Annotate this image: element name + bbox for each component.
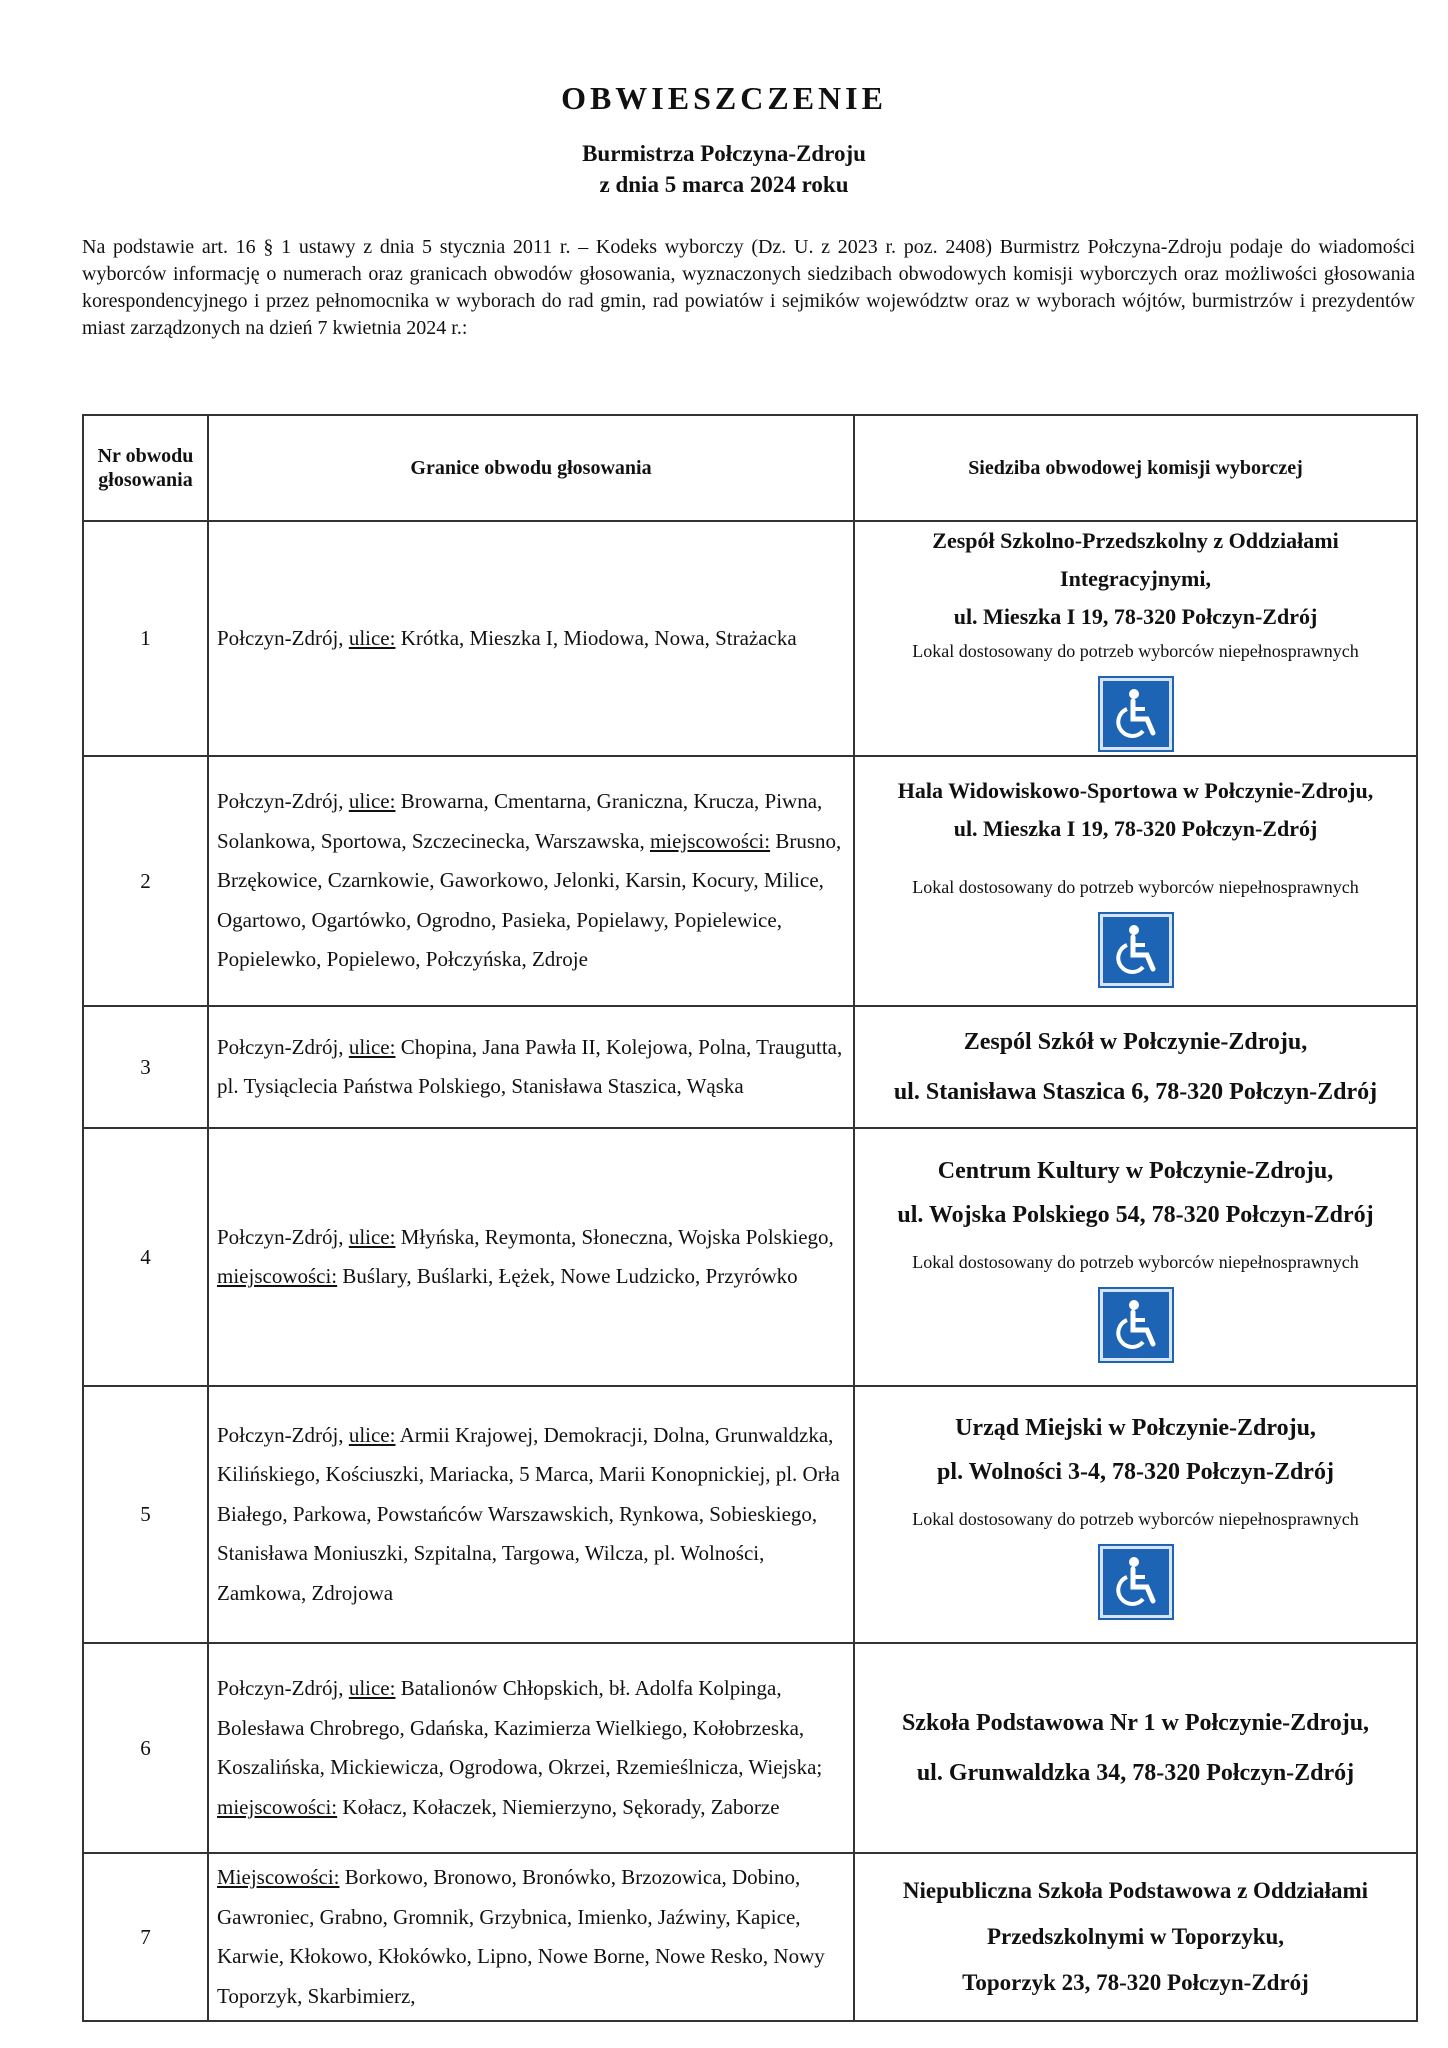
seat-name: Centrum Kultury w Połczynie-Zdroju, [937,1157,1334,1184]
seat-address: ul. Wojska Polskiego 54, 78-320 Połczyn-Zdrój [897,1201,1374,1228]
seat-name: Zespól Szkół w Połczynie-Zdroju, [963,1029,1308,1055]
seat-name: Zespół Szkolno-Przedszkolny z Oddziałami Integracyjnymi, [932,528,1339,591]
streets-label: ulice: [348,1676,396,1700]
table-row [83,1128,1417,1386]
villages-list: Brusno, Brzękowice, Czarnkowie, Gaworkowo, Jelonki, Karsin, Kocury, Milice, Ogartowo, Ogartówko, Ogrodno, Pasieka, Popielawy, Popielewice, Popielewko, Popielewo, Połczyńska, Zdroje [217,828,842,972]
header-nr-line1: Nr obwodu [97,445,194,467]
seat-address: ul. Stanisława Staszica 6, 78-320 Połczyn-Zdrój [893,1079,1378,1105]
wheelchair-accessibility-icon [1100,914,1172,986]
accessibility-note: Lokal dostosowany do potrzeb wyborców niepełnosprawnych [912,641,1359,661]
villages-list: Buślary, Buślarki, Łężek, Nowe Ludzicko, Przyrówko [342,1264,798,1288]
table-row [83,1386,1417,1643]
seat-name: Urząd Miejski w Połczynie-Zdroju, [955,1415,1316,1441]
city-label: Połczyn-Zdrój, [217,789,344,814]
table-row [83,1643,1417,1853]
city-label: Połczyn-Zdrój, [217,625,344,650]
district-number: 4 [83,1128,208,1386]
district-bounds [208,1386,854,1643]
seat-name: Hala Widowiskowo-Sportowa w Połczynie-Zdroju, [897,777,1374,803]
villages-list: Kołacz, Kołaczek, Niemierzyno, Sękorady, Zaborze [342,1794,780,1819]
district-bounds [208,1643,854,1853]
commission-seat [854,1128,1417,1386]
streets-list: Browarna, Cmentarna, Graniczna, Krucza, Piwna, Solankowa, Sportowa, Szczecinecka, Warszawska, [217,789,823,853]
district-number: 2 [83,756,208,1006]
district-number: 1 [83,521,208,756]
table-header-row [83,415,1417,521]
header-nr-line2: głosowania [98,469,193,491]
commission-seat [854,1853,1417,2021]
district-number: 7 [83,1853,208,2021]
streets-label: ulice: [348,1422,396,1447]
header-district-bounds: Granice obwodu głosowania [208,415,854,521]
city-label: Połczyn-Zdrój, [217,1034,344,1059]
streets-label: ulice: [348,1224,396,1249]
table-row [83,1006,1417,1128]
district-number: 5 [83,1386,208,1643]
document-title: OBWIESZCZENIE [561,80,887,116]
commission-seat [854,1386,1417,1643]
streets-list: Krótka, Mieszka I, Miodowa, Nowa, Strażacka [400,625,797,650]
wheelchair-accessibility-icon [1100,1546,1172,1618]
commission-seat [854,756,1417,1006]
issuer-line: Burmistrza Połczyna-Zdroju [582,141,866,166]
commission-seat [854,1006,1417,1128]
table-row [83,1853,1417,2021]
commission-seat [854,1643,1417,1853]
streets-label: ulice: [348,1034,396,1059]
header-commission-seat: Siedziba obwodowej komisji wyborczej [854,415,1417,521]
district-number: 6 [83,1643,208,1853]
district-number: 3 [83,1006,208,1128]
villages-label: Miejscowości: [217,1865,340,1889]
wheelchair-accessibility-icon [1100,678,1172,750]
villages-list: Borkowo, Bronowo, Bronówko, Brzozowica, Dobino, Gawroniec, Grabno, Gromnik, Grzybnica, Imienko, Jaźwiny, Kapice, Karwie, Kłokowo, Kłokówko, Lipno, Nowe Borne, Nowe Resko, Nowy Toporzyk, Skarbimierz, [217,1865,825,2008]
table-row [83,756,1417,1006]
city-label: Połczyn-Zdrój, [217,1422,344,1447]
district-bounds [208,1128,854,1386]
district-bounds [208,521,854,756]
district-bounds [208,756,854,1006]
city-label: Połczyn-Zdrój, [217,1676,344,1700]
city-label: Połczyn-Zdrój, [217,1224,344,1249]
villages-label: miejscowości: [649,828,771,853]
streets-list: Armii Krajowej, Demokracji, Dolna, Grunwaldzka, Kilińskiego, Kościuszki, Mariacka, 5 Marca, Marii Konopnickiej, pl. Orła Białego, Parkowa, Powstańców Warszawskich, Rynkowa, Sobieskiego, Stanisława Moniuszki, Szpitalna, Targowa, Wilcza, pl. Wolności, Zamkowa, Zdrojowa [217,1422,840,1605]
seat-name-line2: Przedszkolnymi w Toporzyku, [986,1924,1285,1949]
commission-seat [854,521,1417,756]
voting-districts-table [82,414,1418,2022]
villages-label: miejscowości: [217,1794,338,1819]
seat-address: ul. Grunwaldzka 34, 78-320 Połczyn-Zdrój [916,1760,1355,1786]
accessibility-note: Lokal dostosowany do potrzeb wyborców niepełnosprawnych [912,1509,1359,1529]
date-line: z dnia 5 marca 2024 roku [599,172,849,197]
wheelchair-accessibility-icon [1100,1289,1172,1361]
streets-label: ulice: [348,625,396,650]
streets-list: Chopina, Jana Pawła II, Kolejowa, Polna, Traugutta, pl. Tysiąclecia Państwa Polskiego, Stanisława Staszica, Wąska [217,1034,843,1098]
district-bounds [208,1853,854,2021]
seat-address: pl. Wolności 3-4, 78-320 Połczyn-Zdrój [937,1459,1334,1485]
accessibility-note: Lokal dostosowany do potrzeb wyborców niepełnosprawnych [912,1251,1359,1272]
seat-address: ul. Mieszka I 19, 78-320 Połczyn-Zdrój [953,815,1318,841]
seat-name: Szkoła Podstawowa Nr 1 w Połczynie-Zdroju, [901,1710,1370,1736]
seat-address: Toporzyk 23, 78-320 Połczyn-Zdrój [962,1970,1309,1995]
streets-list: Młyńska, Reymonta, Słoneczna, Wojska Polskiego, [400,1224,834,1249]
streets-label: ulice: [348,789,396,814]
table-row [83,521,1417,756]
district-bounds [208,1006,854,1128]
seat-address: ul. Mieszka I 19, 78-320 Połczyn-Zdrój [953,604,1318,629]
accessibility-note: Lokal dostosowany do potrzeb wyborców niepełnosprawnych [912,876,1359,897]
header-district-number [83,415,208,521]
streets-list: Batalionów Chłopskich, bł. Adolfa Kolpinga, Bolesława Chrobrego, Gdańska, Kazimierza Wielkiego, Kołobrzeska, Koszalińska, Mickiewicza, Ogrodowa, Okrzei, Rzemieślnicza, Wiejska; [217,1676,823,1779]
intro-paragraph: Na podstawie art. 16 § 1 ustawy z dnia 5 stycznia 2011 r. – Kodeks wyborczy (Dz. U. z 2023 r. poz. 2408) Burmistrz Połczyna-Zdroju podaje do wiadomości wyborców informację o numerach oraz granicach obwodów głosowania, wyznaczonych siedzibach obwodowych komisji wyborczych oraz możliwości głosowania korespondencyjnego i przez pełnomocnika w wyborach do rad gmin, rad powiatów i sejmików województw oraz w wyborach wójtów, burmistrzów i prezydentów miast zarządzonych na dzień 7 kwietnia 2024 r.: [82,236,1415,339]
seat-name-line1: Niepubliczna Szkoła Podstawowa z Oddziałami [902,1878,1369,1903]
villages-label: miejscowości: [217,1264,338,1288]
